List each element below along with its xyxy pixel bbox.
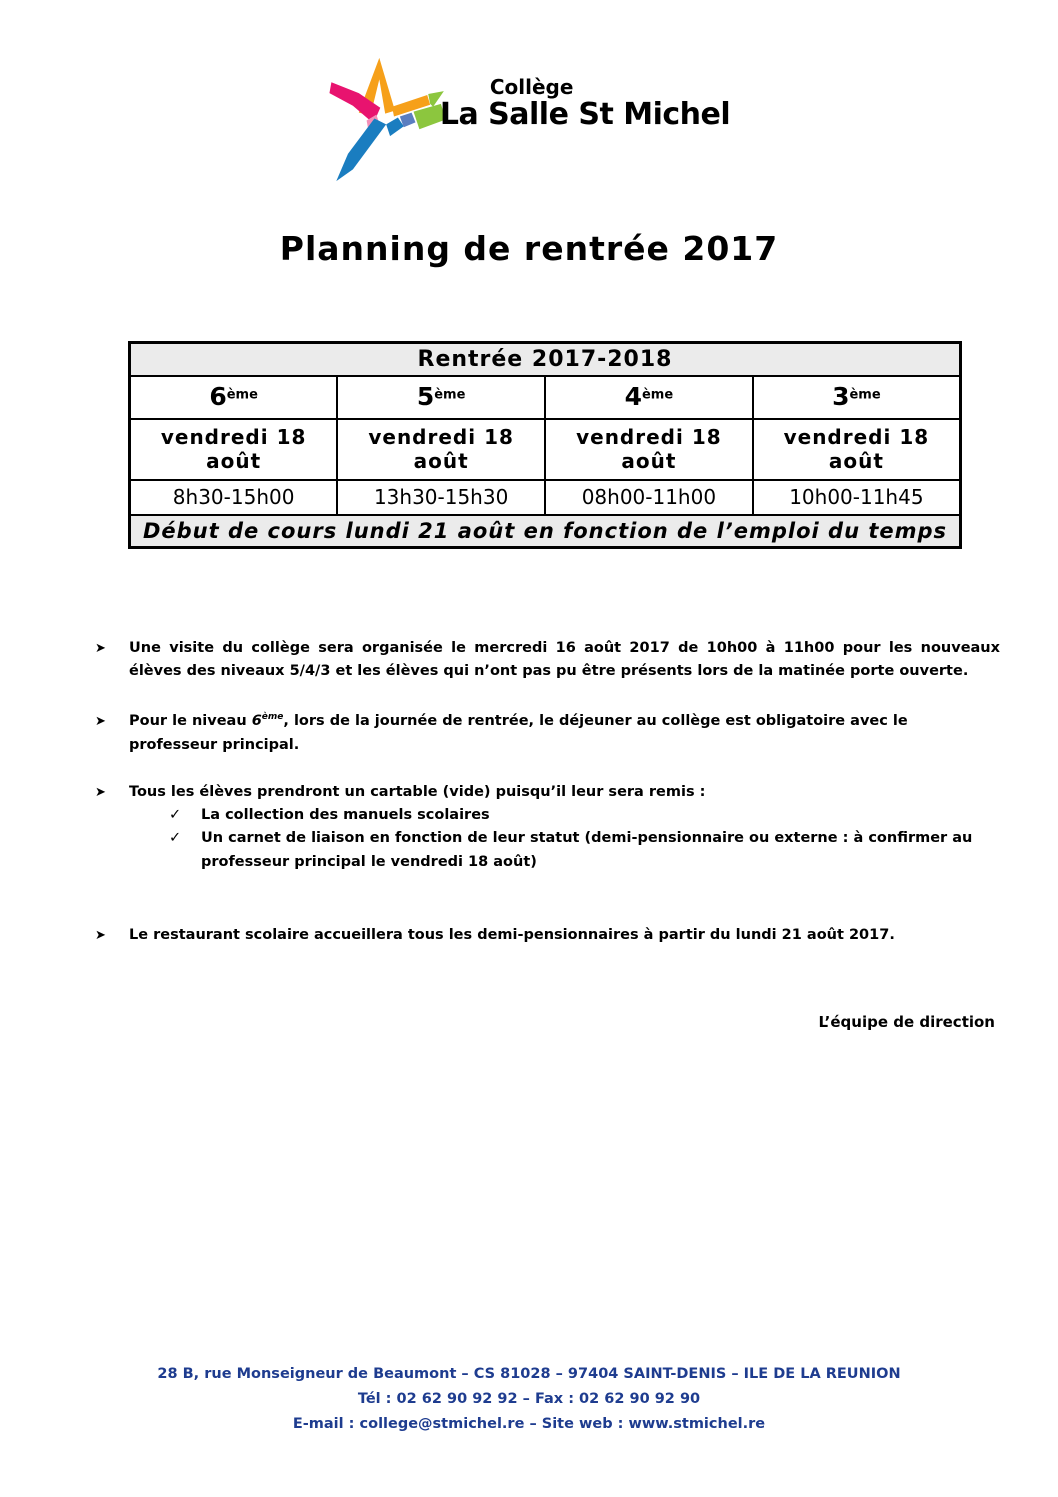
sublist-item-carnet (169, 827, 1000, 873)
page-footer (0, 1362, 1058, 1437)
grade-cell-6e (130, 376, 338, 419)
page-title: Planning de rentrée 2017 (279, 229, 779, 268)
hours-cell: 8h30-15h00 (130, 480, 338, 515)
grade-row (130, 376, 961, 419)
day-cell: vendredi 18 août (753, 419, 961, 480)
hours-cell: 08h00-11h00 (545, 480, 753, 515)
bullet-visit (95, 637, 1000, 683)
bullet-lunch-text (129, 710, 1000, 756)
lunch-post: , lors de la journée de rentrée, le déjeuner au collège est obligatoire avec le professeur principal. (129, 713, 908, 753)
lunch-level-number: 6 (251, 713, 262, 730)
restaurant-post: . (889, 926, 895, 943)
grade-level: 6 (209, 382, 227, 411)
sublist-item-manuels (169, 804, 1000, 827)
restaurant-pre: Le restaurant scolaire accueillera tous les demi-pensionnaires à partir du (129, 926, 736, 943)
table-note: Début de cours lundi 21 août en fonction de l’emploi du temps (130, 515, 961, 548)
cartable-sublist (169, 804, 1000, 874)
bullet-cartable (95, 781, 1000, 804)
footer-address: 28 B, rue Monseigneur de Beaumont – CS 81028 – 97404 SAINT-DENIS – ILE DE LA REUNION (157, 1366, 901, 1382)
day-cell: vendredi 18 août (337, 419, 545, 480)
table-header-row (130, 343, 961, 377)
grade-suffix: ème (226, 387, 258, 403)
notes-section (95, 637, 1000, 947)
star-logo-icon (328, 52, 458, 184)
planning-table (128, 341, 962, 549)
bullet-restaurant (95, 924, 1000, 947)
grade-cell-3e (753, 376, 961, 419)
bullet-lunch (95, 710, 1000, 756)
signature: L’équipe de direction (818, 1013, 995, 1032)
grade-suffix: ème (849, 387, 881, 403)
check-icon: ✓ (169, 807, 182, 824)
grade-level: 5 (416, 382, 435, 411)
day-cell: vendredi 18 août (130, 419, 338, 480)
school-logo (0, 0, 1058, 185)
logo-text (440, 52, 730, 133)
day-cell: vendredi 18 août (545, 419, 753, 480)
lunch-pre: Pour le niveau (129, 713, 252, 730)
arrow-bullet-icon: ➤ (95, 927, 106, 943)
grade-cell-5e (337, 376, 545, 419)
grade-suffix: ème (434, 387, 466, 403)
grade-cell-4e (545, 376, 753, 419)
table-footer-row (130, 515, 961, 548)
footer-email-web: E-mail : college@stmichel.re – Site web : www.stmichel.re (292, 1415, 766, 1432)
lunch-level (252, 713, 284, 729)
lunch-level-suffix: ème (261, 712, 284, 723)
table-title: Rentrée 2017-2018 (130, 343, 961, 377)
hours-cell: 10h00-11h45 (753, 480, 961, 515)
grade-suffix: ème (641, 387, 674, 403)
day-row (130, 419, 961, 480)
footer-phone-fax: Tél : 02 62 90 92 92 – Fax : 02 62 90 92 90 (357, 1390, 701, 1407)
arrow-bullet-icon: ➤ (95, 641, 106, 656)
sublist-item-text: Un carnet de liaison en fonction de leur statut (demi-pensionnaire ou externe : à confirmer au professeur principal le vendredi 18 août) (201, 830, 973, 870)
arrow-bullet-icon: ➤ (95, 714, 106, 730)
sublist-item-text: La collection des manuels scolaires (201, 807, 490, 824)
logo-school-type: Collège (489, 75, 574, 99)
restaurant-date: lundi 21 août 2017 (735, 926, 890, 943)
hours-cell: 13h30-15h30 (337, 480, 545, 515)
hours-row (130, 480, 961, 515)
grade-level: 3 (832, 382, 850, 411)
check-icon: ✓ (169, 830, 182, 847)
bullet-visit-text: Une visite du collège sera organisée le mercredi 16 août 2017 de 10h00 à 11h00 pour les nouveaux élèves des niveaux 5/4/3 et les élèves qui n’ont pas pu être présents lors de la matinée porte ouverte. (129, 640, 1000, 680)
bullet-restaurant-text (129, 924, 1000, 947)
logo-school-name: La Salle St Michel (439, 97, 731, 132)
bullet-cartable-intro: Tous les élèves prendront un cartable (vide) puisqu’il leur sera remis : (129, 783, 706, 800)
grade-level: 4 (624, 382, 642, 411)
arrow-bullet-icon: ➤ (95, 784, 106, 800)
